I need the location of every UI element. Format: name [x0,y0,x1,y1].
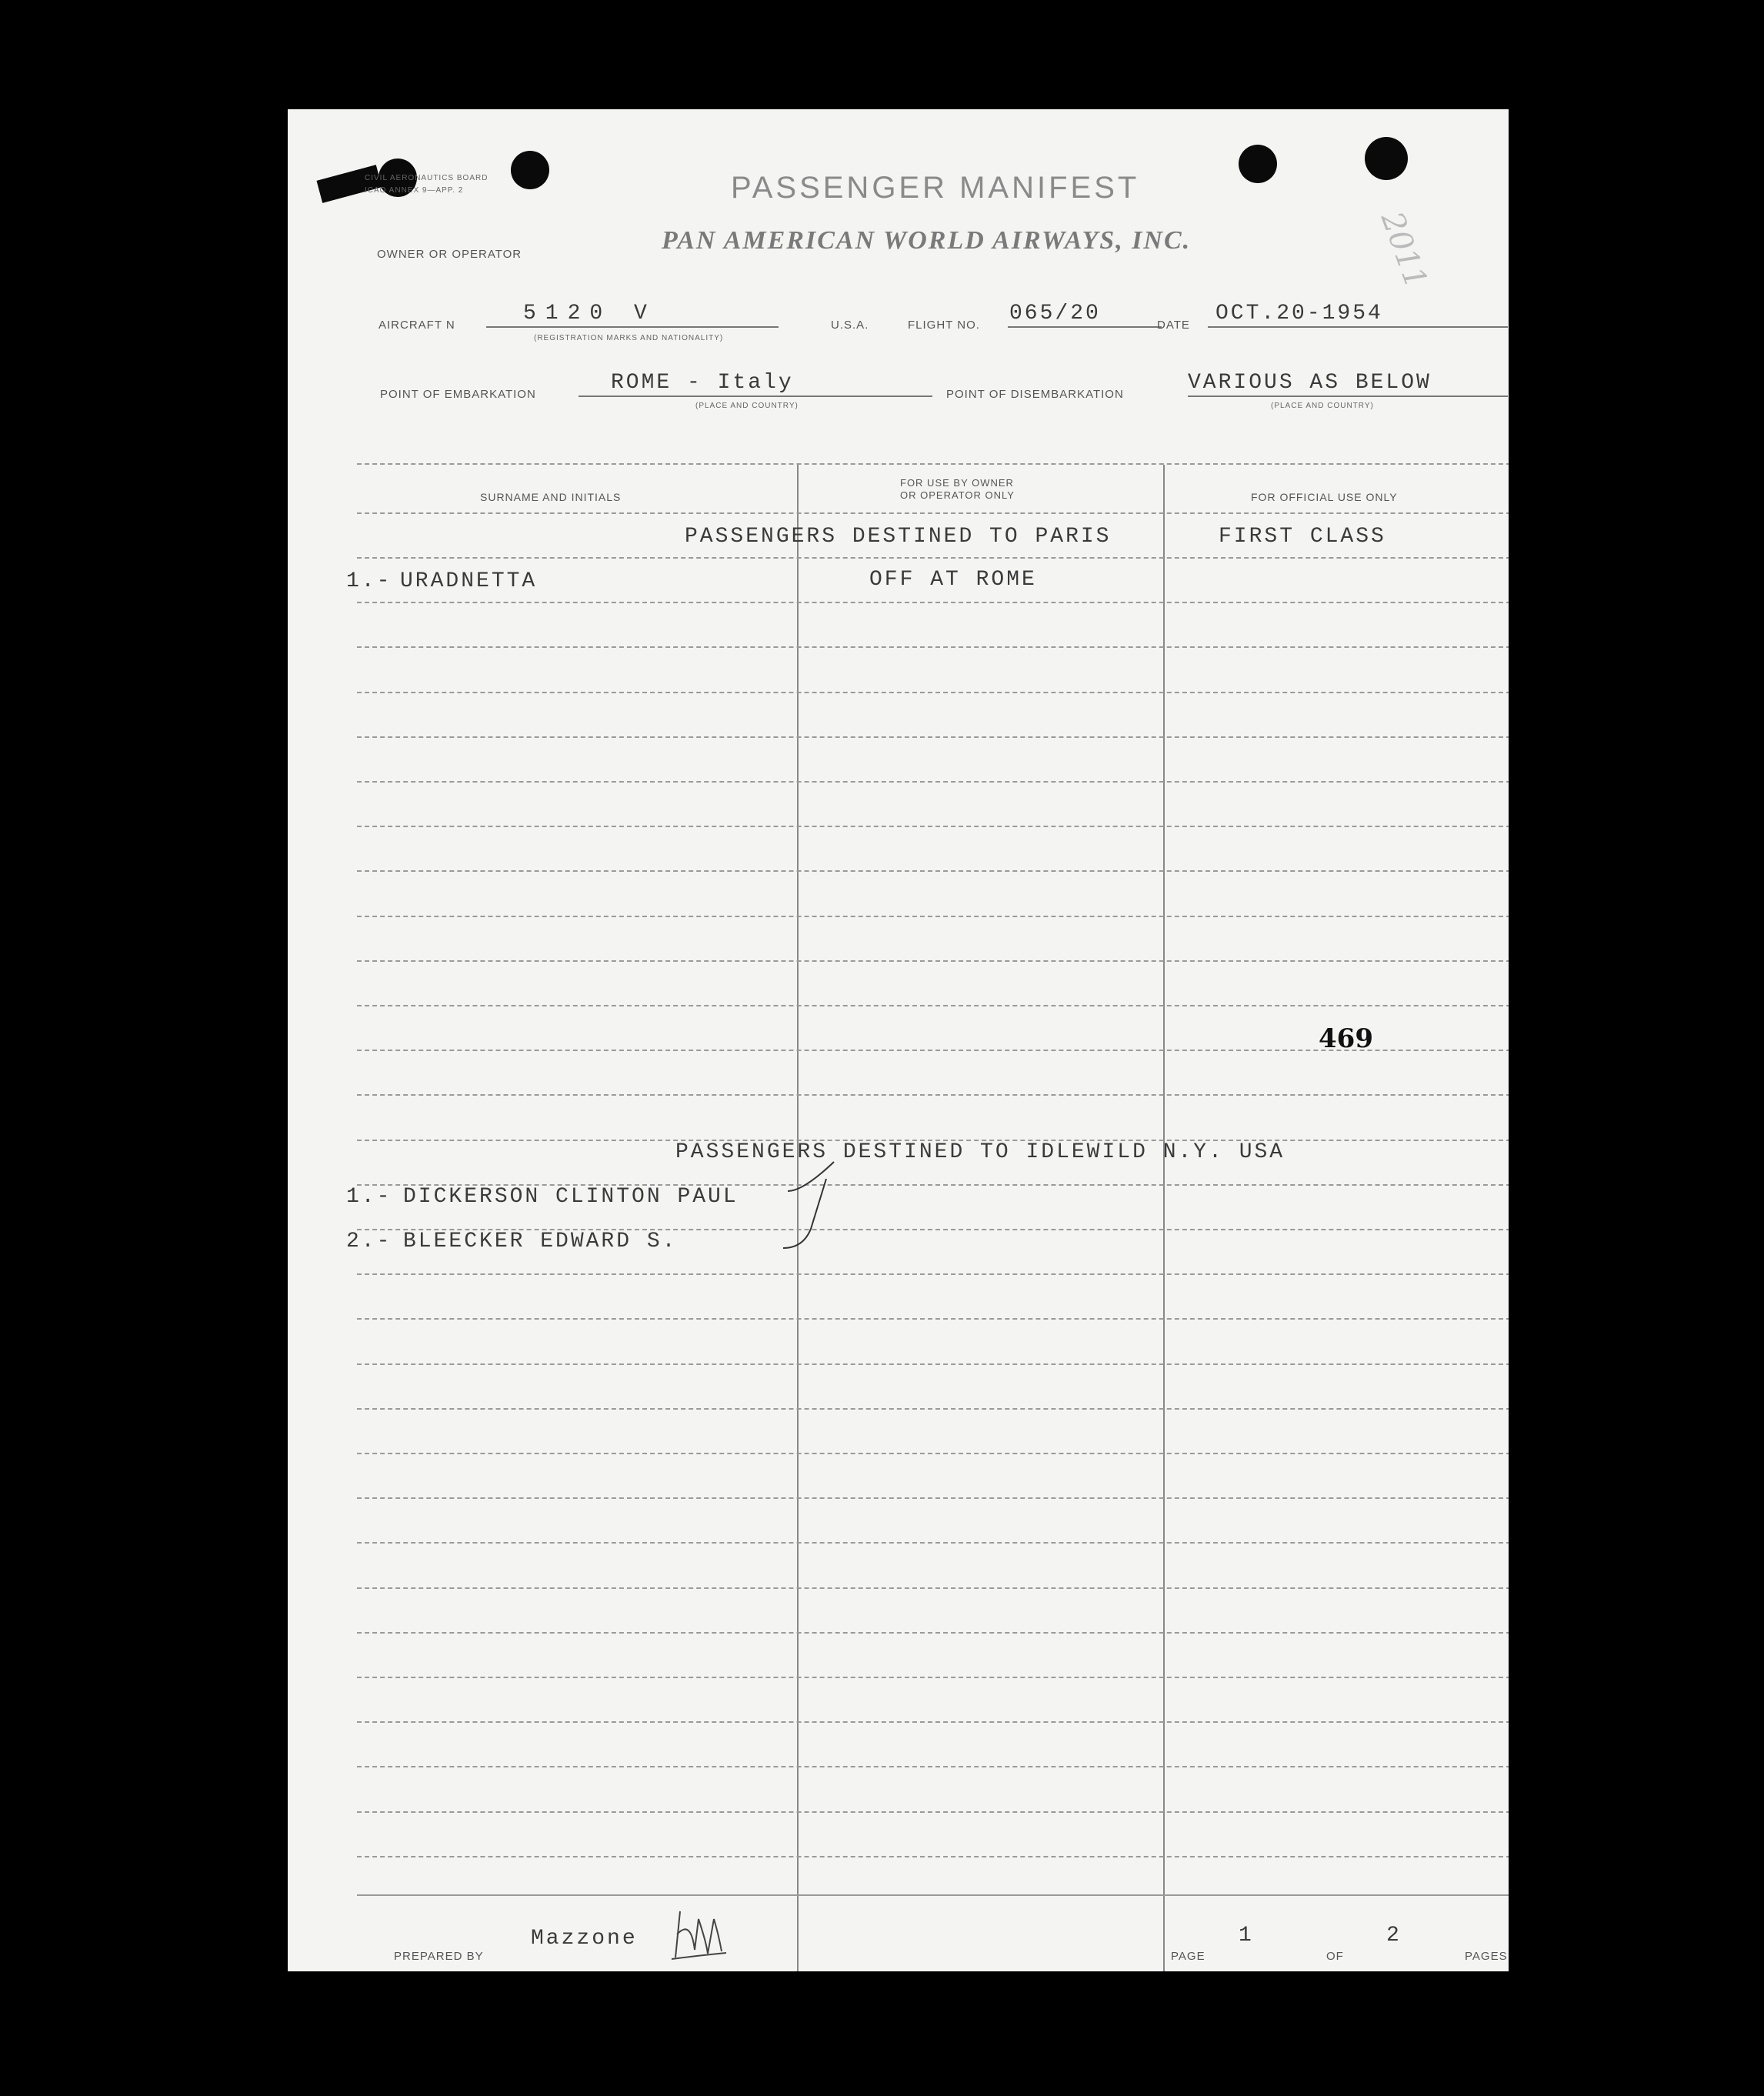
embark-underline [579,396,932,397]
pages-label: PAGES [1465,1950,1508,1963]
section1-row-num: 1.- [346,569,392,593]
aircraft-sublabel: (REGISTRATION MARKS AND NATIONALITY) [534,334,724,342]
punch-hole [511,151,549,189]
ruled-line [357,463,1509,465]
ruled-line [357,1497,1509,1499]
check-marks [780,1156,842,1271]
disembark-label: POINT OF DISEMBARKATION [946,388,1124,401]
embark-label: POINT OF EMBARKATION [380,388,536,401]
ruled-line [357,1811,1509,1813]
ruled-line [357,1363,1509,1365]
punch-hole [1239,145,1277,183]
aircraft-underline [486,326,779,328]
page-label: PAGE [1171,1950,1205,1963]
ink-blot [316,165,382,203]
embark-sublabel: (PLACE AND COUNTRY) [695,402,799,410]
embark-value: ROME - Italy [611,371,794,395]
owner-label: OWNER OR OPERATOR [377,248,522,261]
disembark-value: VARIOUS AS BELOW [1188,371,1432,395]
prepared-label: PREPARED BY [394,1950,484,1963]
section2-row-num: 2.- [346,1230,392,1253]
flight-value: 065/20 [1009,302,1101,325]
punch-hole [1365,137,1408,180]
ruled-line [357,1094,1509,1096]
signature-initials [660,1888,729,1965]
col-header-official: FOR OFFICIAL USE ONLY [1251,491,1398,503]
disembark-sublabel: (PLACE AND COUNTRY) [1271,402,1374,410]
handwritten-mark: 2011 [1373,207,1434,293]
usa-label: U.S.A. [831,319,869,332]
ruled-line [357,1587,1509,1589]
ruled-line [357,557,1509,559]
ruled-line [357,1005,1509,1006]
section1-class: FIRST CLASS [1219,525,1386,549]
ruled-line [357,826,1509,827]
section2-row-name: BLEECKER EDWARD S. [403,1230,678,1253]
manifest-page [288,109,1509,1971]
date-label: DATE [1157,319,1190,332]
ruled-line [357,512,1509,514]
aircraft-label: AIRCRAFT N [378,319,455,332]
form-ref-line1: CIVIL AERONAUTICS BOARD [365,174,489,182]
column-divider [1163,465,1165,1971]
stamp-number: 469 [1319,1023,1373,1054]
form-title: PASSENGER MANIFEST [731,171,1140,205]
ruled-line [357,1408,1509,1410]
ruled-line [357,1766,1509,1767]
aircraft-value: 5120 V [523,302,656,325]
ruled-line [357,736,1509,738]
col-header-surname: SURNAME AND INITIALS [480,491,622,503]
flight-underline [1008,326,1162,328]
ruled-line [357,781,1509,783]
ruled-line [357,1453,1509,1454]
prepared-value: Mazzone [531,1927,638,1951]
ruled-line [357,692,1509,693]
page-value: 1 [1239,1924,1254,1947]
ruled-line [357,870,1509,872]
section2-heading: PASSENGERS DESTINED TO IDLEWILD N.Y. USA [675,1140,1285,1164]
date-underline [1208,326,1508,328]
of-label: OF [1326,1950,1344,1963]
section2-row-num: 1.- [346,1185,392,1209]
of-value: 2 [1386,1924,1402,1947]
ruled-line [357,1677,1509,1678]
section1-heading: PASSENGERS DESTINED TO PARIS [685,525,1112,549]
section2-row-name: DICKERSON CLINTON PAUL [403,1185,739,1209]
section1-row-name: URADNETTA [400,569,538,593]
col-header-owner-line2: OR OPERATOR ONLY [900,489,1015,501]
col-header-owner-line1: FOR USE BY OWNER [900,477,1014,489]
ruled-line [357,1318,1509,1320]
disembark-underline [1188,396,1508,397]
form-ref-line2: ICAO ANNEX 9—APP. 2 [365,186,464,195]
ruled-line [357,916,1509,917]
ruled-line [357,1632,1509,1634]
ruled-line [357,1721,1509,1723]
footer-rule [357,1894,1509,1896]
ruled-line [357,1273,1509,1275]
ruled-line [357,1542,1509,1544]
flight-label: FLIGHT NO. [908,319,980,332]
section1-row-note: OFF AT ROME [869,568,1037,592]
ruled-line [357,646,1509,648]
airline-name: PAN AMERICAN WORLD AIRWAYS, INC. [662,226,1192,255]
date-value: OCT.20-1954 [1215,302,1383,325]
ruled-line [357,602,1509,603]
ruled-line [357,960,1509,962]
ruled-line [357,1856,1509,1857]
